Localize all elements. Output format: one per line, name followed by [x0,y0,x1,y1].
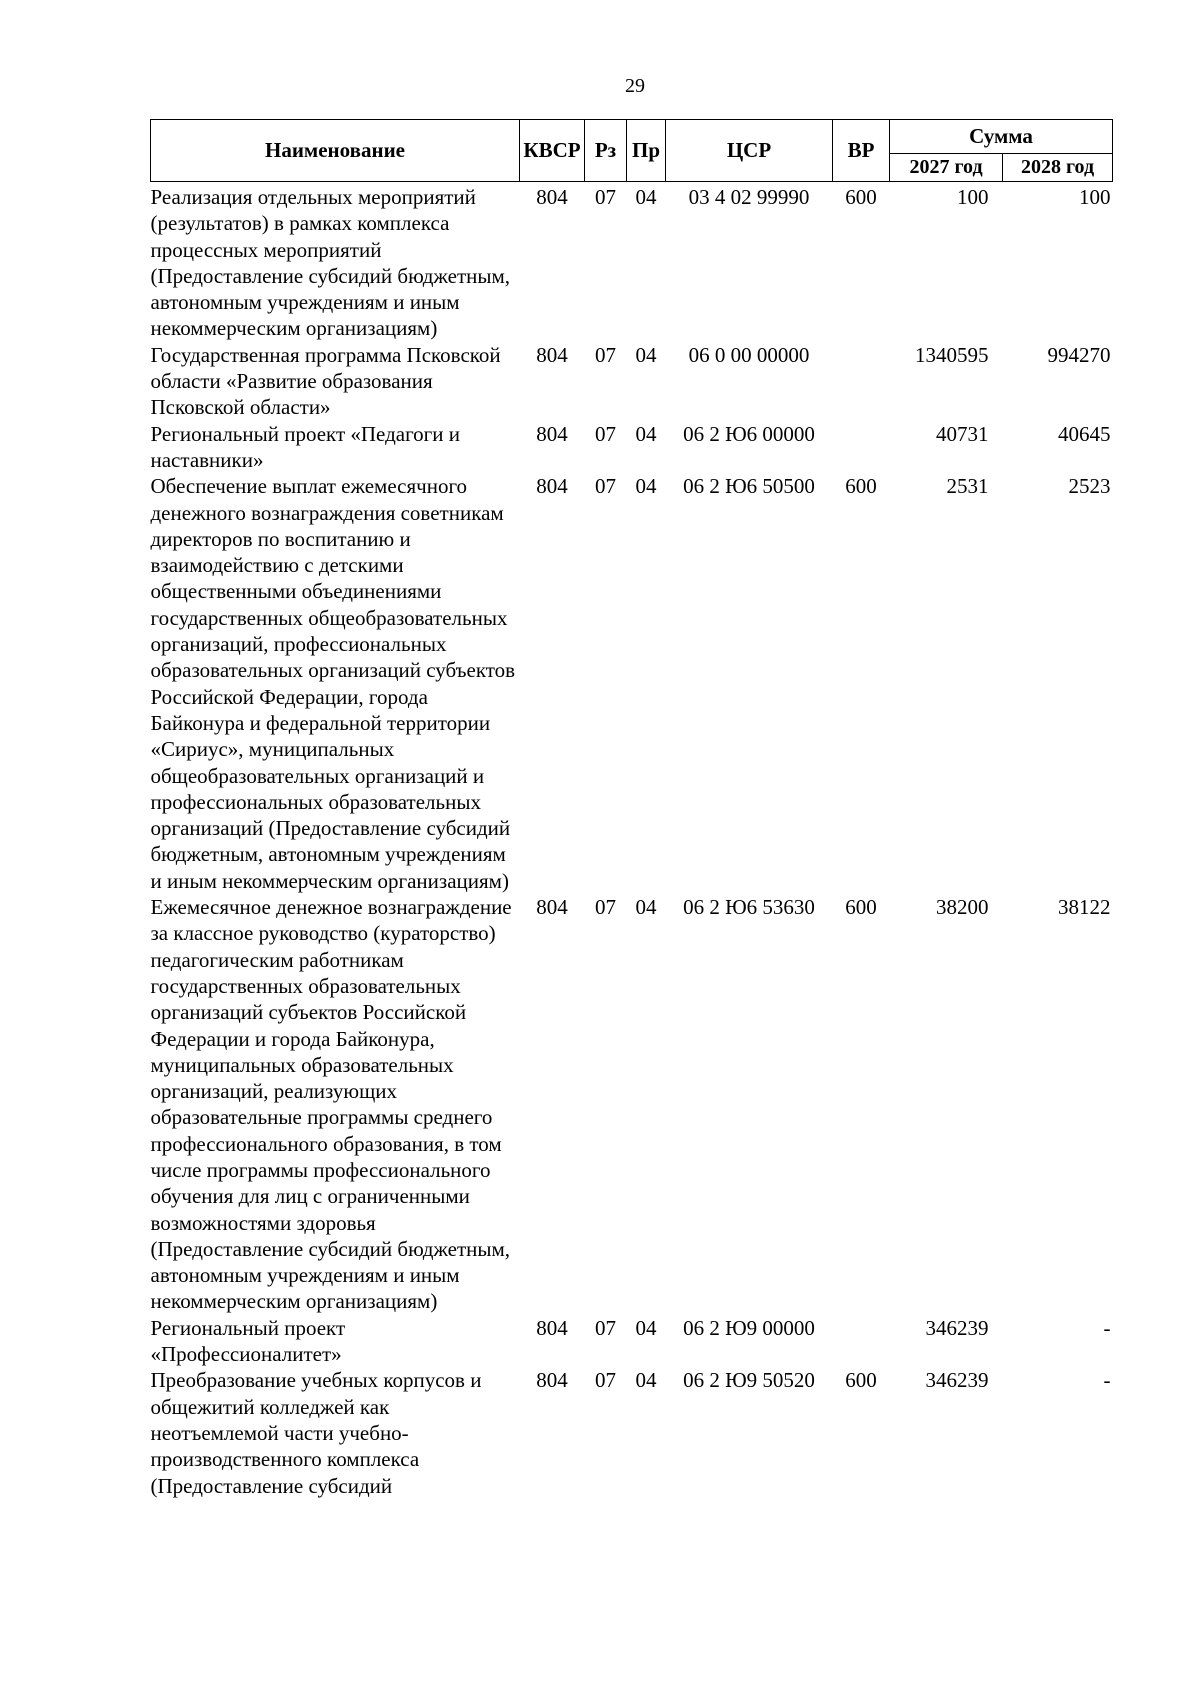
row-sum-2028: - [1103,1368,1111,1393]
row-pr: 04 [635,185,657,209]
table-row [151,894,1113,1315]
row-kvsr: 804 [536,342,568,367]
row-sum-2027: 38200 [936,895,989,920]
header-rz: Рз [585,120,627,182]
row-pr: 04 [635,1315,657,1340]
header-sum: Сумма [890,120,1113,154]
table-row [151,421,1113,474]
row-vr [833,342,890,421]
row-name: Обеспечение выплат ежемесячного денежного вознаграждения советникам директоров по воспитанию и взаимодействию с детскими общественными объединениями государственных общеобразовательных организаций, профессиональных образовательных организаций субъектов Российской Федерации, города Байконура и федеральной территории «Сириус», муниципальных общеобразовательных организаций и профессиональных образовательных организаций (Предоставление субсидий бюджетным, автономным учреждениям и иным некоммерческим организациям) [150,474,516,893]
row-csr: 06 2 Ю9 50520 [683,1368,815,1393]
table-row [151,182,1113,342]
row-name: Реализация отдельных мероприятий (результатов) в рамках комплекса процессных мероприятий (Предоставление субсидий бюджетным, автономным учреждениям и иным некоммерческим организациям) [150,185,511,341]
row-csr: 06 2 Ю9 00000 [683,1315,815,1340]
row-vr: 600 [845,185,877,209]
row-pr: 04 [635,342,657,367]
row-pr: 04 [635,474,657,499]
row-csr: 06 2 Ю6 53630 [683,895,815,920]
row-csr: 06 2 Ю6 50500 [683,474,815,499]
row-sum-2028: - [1103,1315,1111,1340]
row-vr: 600 [845,895,877,920]
row-kvsr: 804 [536,1368,568,1393]
row-pr: 04 [635,895,657,920]
row-rz: 07 [595,1315,616,1340]
header-csr: ЦСР [666,120,833,182]
table-row [151,1367,1113,1498]
row-sum-2027: 40731 [936,421,989,446]
row-rz: 07 [595,895,616,920]
table-body [151,182,1113,1499]
row-name: Преобразование учебных корпусов и общежитий колледжей как неотъемлемой части учебно-производственного комплекса (Предоставление субсидий [150,1368,482,1498]
row-sum-2027: 1340595 [915,342,989,367]
row-kvsr: 804 [536,1315,568,1340]
row-kvsr: 804 [536,421,568,446]
table-row [151,473,1113,894]
row-sum-2028: 40645 [1058,421,1111,446]
row-name: Ежемесячное денежное вознаграждение за классное руководство (кураторство) педагогическим работникам государственных образовательных организаций субъектов Российской Федерации и города Байконура, муниципальных образовательных организаций, реализующих образовательные программы среднего профессионального образования, в том числе программы профессионального обучения для лиц с ограниченными возможностями здоровья (Предоставление субсидий бюджетным, автономным учреждениям и иным некоммерческим организациям) [150,895,512,1314]
header-kvsr: КВСР [520,120,585,182]
header-name: Наименование [151,120,520,182]
page-number: 29 [625,75,645,97]
row-sum-2027: 100 [957,185,989,209]
row-csr: 03 4 02 99990 [688,185,810,209]
row-sum-2028: 100 [1079,185,1111,209]
row-kvsr: 804 [536,474,568,499]
row-csr: 06 0 00 00000 [688,342,810,367]
row-vr [833,1315,890,1368]
row-sum-2027: 2531 [946,474,989,499]
row-rz: 07 [595,474,616,499]
row-name: Государственная программа Псковской области «Развитие образования Псковской области» [150,342,501,420]
table-header [151,120,1113,182]
row-name: Региональный проект «Педагоги и наставники» [150,421,461,472]
row-vr [833,421,890,474]
row-sum-2028: 38122 [1058,895,1111,920]
row-sum-2028: 994270 [1047,342,1111,367]
row-rz: 07 [595,185,616,209]
header-year-2028: 2028 год [1003,154,1113,182]
row-rz: 07 [595,1368,616,1393]
table-row [151,342,1113,421]
row-pr: 04 [635,1368,657,1393]
row-sum-2027: 346239 [925,1368,989,1393]
header-pr: Пр [627,120,666,182]
table-row [151,1315,1113,1368]
row-sum-2028: 2523 [1068,474,1111,499]
row-vr: 600 [845,474,877,499]
row-vr: 600 [845,1368,877,1393]
row-kvsr: 804 [536,185,568,209]
row-name: Региональный проект «Профессионалитет» [150,1315,346,1367]
budget-table [150,119,1113,1499]
row-rz: 07 [595,342,616,367]
header-year-2027: 2027 год [890,154,1003,182]
row-sum-2027: 346239 [925,1315,989,1340]
row-csr: 06 2 Ю6 00000 [683,421,815,446]
row-rz: 07 [595,421,616,446]
row-pr: 04 [635,421,657,446]
row-kvsr: 804 [536,895,568,920]
header-vr: ВР [833,120,890,182]
